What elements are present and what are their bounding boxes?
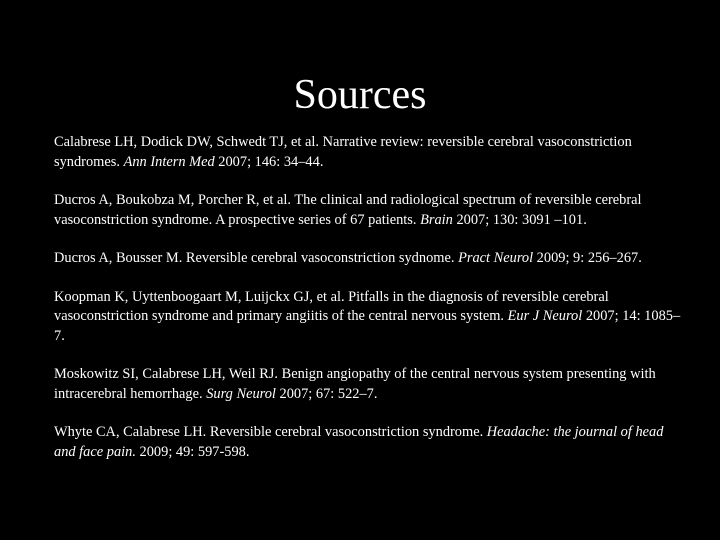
reference-journal: Headache: the journal of head and face pain. (54, 424, 664, 460)
reference-text: Calabrese LH, Dodick DW, Schwedt TJ, et al. Narrative review: reversible cerebral vasoconstriction syndromes. (54, 134, 632, 170)
reference-journal: Brain (420, 211, 453, 228)
reference-list (54, 133, 684, 481)
reference-item (54, 365, 684, 404)
reference-item (54, 191, 684, 230)
reference-journal: Eur J Neurol (507, 308, 583, 324)
reference-item (54, 423, 684, 462)
reference-text: Ducros A, Boukobza M, Porcher R, et al. The clinical and radiological spectrum of reversible cerebral vasoconstriction syndrome. A prospective series of 67 patients. (54, 192, 642, 228)
reference-citation: 2009; 9: 256–267. (533, 250, 642, 266)
slide-title-text: Sources (293, 72, 427, 118)
reference-citation: 2007; 130: 3091 –101. (452, 211, 587, 228)
reference-citation: 2007; 67: 522–7. (275, 385, 378, 402)
reference-text: Ducros A, Bousser M. Reversible cerebral vasoconstriction sydnome. (54, 250, 459, 266)
reference-text: Whyte CA, Calabrese LH. Reversible cerebral vasoconstriction syndrome. (54, 424, 487, 440)
reference-journal: Surg Neurol (206, 385, 276, 402)
reference-journal: Pract Neurol (458, 250, 534, 266)
reference-text: Koopman K, Uyttenboogaart M, Luijckx GJ, et al. Pitfalls in the diagnosis of reversible cerebral vasoconstriction syndrome and primary angiitis of the central nervous system. (54, 288, 609, 324)
reference-text: Moskowitz SI, Calabrese LH, Weil RJ. Benign angiopathy of the central nervous system presenting with intracerebral hemorrhage. (54, 366, 656, 402)
reference-citation: 2007; 14: 1085–7. (54, 308, 681, 344)
reference-citation: 2009; 49: 597-598. (135, 443, 250, 460)
reference-item (54, 288, 684, 347)
reference-journal: Ann Intern Med (123, 153, 215, 170)
reference-item (54, 133, 684, 172)
slide-title (0, 70, 720, 120)
reference-item (54, 249, 684, 269)
reference-citation: 2007; 146: 34–44. (214, 153, 324, 170)
